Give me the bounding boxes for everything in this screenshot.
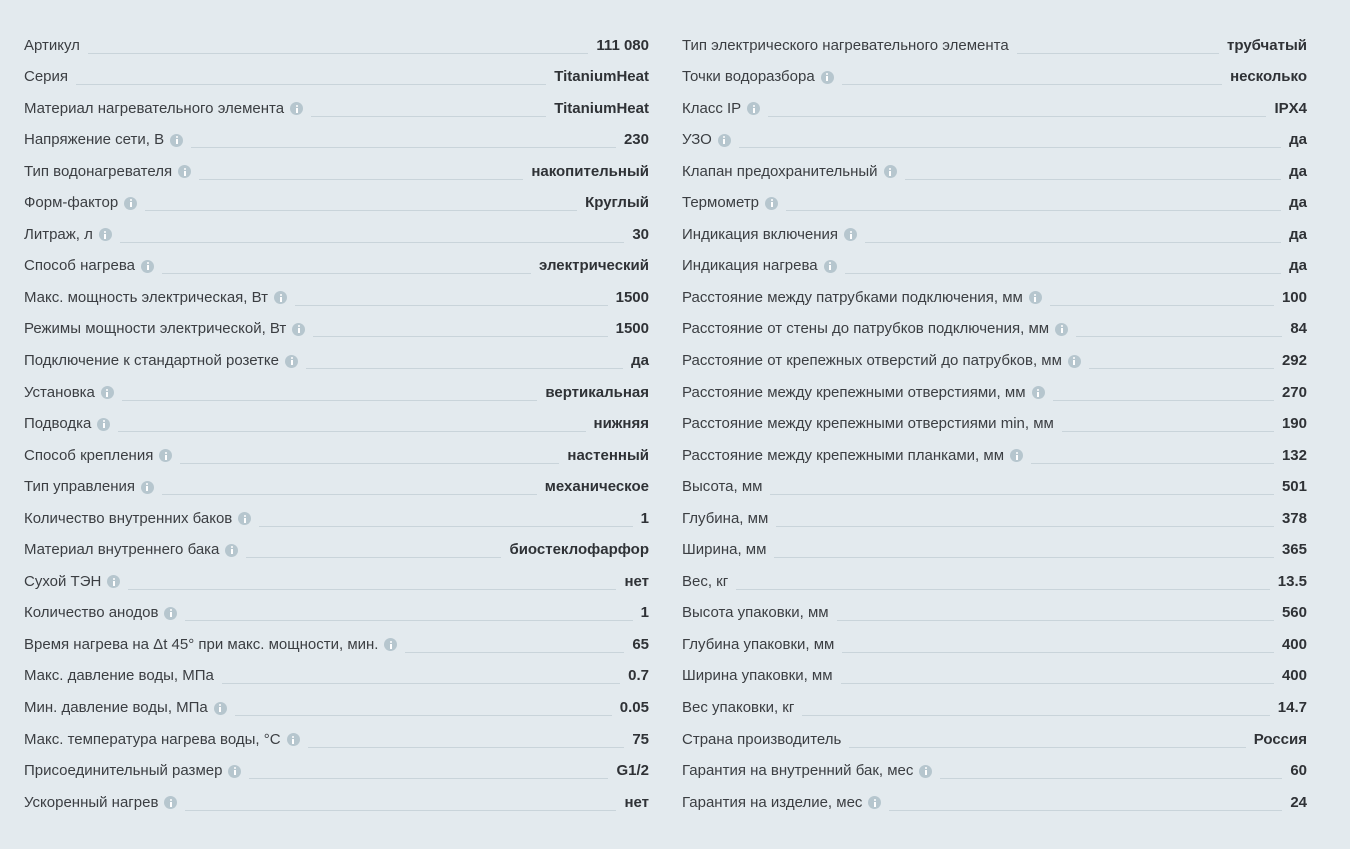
- spec-row: [24, 57, 649, 89]
- spec-label: [682, 541, 766, 561]
- info-icon[interactable]: [107, 575, 120, 588]
- spec-label: [682, 699, 794, 719]
- spec-value: 501: [1281, 478, 1307, 496]
- spec-value: биостеклофарфор: [509, 541, 649, 559]
- spec-value: 292: [1281, 352, 1307, 370]
- spec-row: [682, 624, 1307, 656]
- spec-row: [682, 751, 1307, 783]
- spec-label: [682, 68, 834, 88]
- spec-value: трубчатый: [1227, 36, 1307, 54]
- spec-label: [682, 37, 1009, 57]
- info-icon[interactable]: [844, 228, 857, 241]
- spec-value: 60: [1290, 762, 1307, 780]
- info-icon[interactable]: [225, 544, 238, 557]
- leader-line: [865, 242, 1281, 243]
- leader-line: [162, 273, 531, 274]
- spec-value: 100: [1281, 288, 1307, 306]
- info-icon[interactable]: [765, 197, 778, 210]
- spec-value: накопительный: [531, 162, 649, 180]
- spec-value: да: [631, 352, 649, 370]
- leader-line: [76, 84, 546, 85]
- spec-label-text: Артикул: [24, 36, 80, 54]
- spec-label: [24, 226, 112, 246]
- spec-label-text: Форм-фактор: [24, 194, 119, 212]
- spec-value: 84: [1290, 320, 1307, 338]
- spec-label: [682, 667, 833, 687]
- info-icon[interactable]: [159, 449, 172, 462]
- spec-label: [682, 447, 1023, 467]
- info-icon[interactable]: [292, 323, 305, 336]
- spec-label-text: Сухой ТЭН: [24, 572, 102, 590]
- leader-line: [145, 210, 577, 211]
- spec-label: [24, 667, 214, 687]
- spec-row: [682, 719, 1307, 751]
- leader-line: [774, 557, 1274, 558]
- spec-value: нижняя: [593, 415, 649, 433]
- spec-row: [24, 340, 649, 372]
- spec-row: [682, 593, 1307, 625]
- spec-value: да: [1289, 194, 1307, 212]
- spec-row: [682, 372, 1307, 404]
- spec-label-text: Мин. давление воды, МПа: [24, 699, 208, 717]
- spec-value: нет: [624, 793, 649, 811]
- info-icon[interactable]: [718, 134, 731, 147]
- spec-label: [24, 573, 120, 593]
- spec-value: 0.7: [628, 667, 649, 685]
- spec-row: [682, 309, 1307, 341]
- spec-value: Круглый: [585, 194, 649, 212]
- leader-line: [199, 179, 523, 180]
- spec-value: G1/2: [616, 762, 649, 780]
- spec-label-text: Термометр: [682, 194, 760, 212]
- info-icon[interactable]: [919, 765, 932, 778]
- spec-label-text: Материал внутреннего бака: [24, 541, 220, 559]
- spec-row: [24, 88, 649, 120]
- spec-label-text: Тип водонагревателя: [24, 162, 173, 180]
- spec-value: 190: [1281, 415, 1307, 433]
- spec-row: [24, 467, 649, 499]
- leader-line: [776, 526, 1274, 527]
- info-icon[interactable]: [99, 228, 112, 241]
- spec-row: [682, 782, 1307, 814]
- spec-row: [24, 404, 649, 436]
- spec-value: да: [1289, 257, 1307, 275]
- spec-row: [24, 719, 649, 751]
- specifications-table: [24, 25, 1307, 814]
- spec-label: [682, 731, 841, 751]
- spec-label: [24, 68, 68, 88]
- spec-value: 400: [1281, 635, 1307, 653]
- spec-label-text: Расстояние между патрубками подключения, мм: [682, 288, 1023, 306]
- info-icon[interactable]: [164, 607, 177, 620]
- spec-label-text: Высота упаковки, мм: [682, 604, 829, 622]
- spec-label-text: Режимы мощности электрической, Вт: [24, 320, 287, 338]
- spec-label-text: Расстояние от крепежных отверстий до патрубков, мм: [682, 352, 1062, 370]
- spec-value: 378: [1281, 509, 1307, 527]
- leader-line: [786, 210, 1281, 211]
- spec-row: [24, 498, 649, 530]
- leader-line: [940, 778, 1282, 779]
- info-icon[interactable]: [290, 102, 303, 115]
- spec-label-text: Высота, мм: [682, 478, 763, 496]
- spec-label: [682, 415, 1054, 435]
- spec-value: да: [1289, 131, 1307, 149]
- spec-label-text: Индикация нагрева: [682, 257, 818, 275]
- leader-line: [1053, 400, 1274, 401]
- spec-label-text: УЗО: [682, 131, 712, 149]
- spec-label: [24, 384, 114, 404]
- spec-row: [682, 57, 1307, 89]
- spec-label-text: Вес, кг: [682, 572, 729, 590]
- spec-label: [24, 415, 110, 435]
- spec-label: [682, 257, 837, 277]
- leader-line: [128, 589, 616, 590]
- spec-row: [24, 246, 649, 278]
- leader-line: [185, 810, 616, 811]
- specs-column-left: [24, 25, 649, 814]
- leader-line: [306, 368, 623, 369]
- spec-label-text: Ширина, мм: [682, 541, 767, 559]
- leader-line: [88, 53, 589, 54]
- leader-line: [249, 778, 608, 779]
- spec-row: [682, 561, 1307, 593]
- spec-label: [24, 320, 305, 340]
- spec-value: 365: [1281, 541, 1307, 559]
- leader-line: [768, 116, 1266, 117]
- info-icon[interactable]: [884, 165, 897, 178]
- spec-label-text: Количество анодов: [24, 604, 159, 622]
- leader-line: [837, 620, 1274, 621]
- info-icon[interactable]: [141, 481, 154, 494]
- leader-line: [845, 273, 1282, 274]
- spec-row: [24, 25, 649, 57]
- spec-row: [682, 530, 1307, 562]
- leader-line: [1089, 368, 1274, 369]
- spec-label: [682, 352, 1081, 372]
- spec-value: 270: [1281, 383, 1307, 401]
- spec-value: 560: [1281, 604, 1307, 622]
- spec-value: 13.5: [1277, 572, 1307, 590]
- info-icon[interactable]: [384, 638, 397, 651]
- spec-label-text: Время нагрева на Δt 45° при макс. мощности, мин.: [24, 635, 379, 653]
- spec-label-text: Способ нагрева: [24, 257, 135, 275]
- leader-line: [118, 431, 585, 432]
- spec-label: [24, 636, 397, 656]
- info-icon[interactable]: [1032, 386, 1045, 399]
- spec-label-text: Подключение к стандартной розетке: [24, 352, 279, 370]
- leader-line: [1031, 463, 1274, 464]
- spec-label: [682, 636, 834, 656]
- spec-label-text: Напряжение сети, В: [24, 131, 165, 149]
- spec-label-text: Расстояние между крепежными отверстиями, мм: [682, 383, 1026, 401]
- leader-line: [841, 683, 1274, 684]
- leader-line: [405, 652, 624, 653]
- leader-line: [259, 526, 632, 527]
- spec-label: [682, 194, 778, 214]
- spec-value: Россия: [1253, 730, 1307, 748]
- leader-line: [191, 147, 616, 148]
- info-icon[interactable]: [285, 355, 298, 368]
- spec-value: да: [1289, 225, 1307, 243]
- spec-row: [682, 656, 1307, 688]
- spec-label: [24, 604, 177, 624]
- spec-row: [24, 372, 649, 404]
- specs-column-right: [682, 25, 1307, 814]
- leader-line: [905, 179, 1282, 180]
- spec-value: да: [1289, 162, 1307, 180]
- info-icon[interactable]: [124, 197, 137, 210]
- info-icon[interactable]: [178, 165, 191, 178]
- spec-label-text: Расстояние от стены до патрубков подключения, мм: [682, 320, 1050, 338]
- spec-label: [24, 541, 238, 561]
- spec-label: [682, 794, 881, 814]
- spec-value: механическое: [544, 478, 649, 496]
- leader-line: [313, 336, 607, 337]
- spec-row: [24, 687, 649, 719]
- spec-row: [24, 435, 649, 467]
- info-icon[interactable]: [1055, 323, 1068, 336]
- spec-value: 1: [640, 509, 649, 527]
- spec-value: IPX4: [1274, 99, 1307, 117]
- spec-label: [682, 131, 731, 151]
- spec-label-text: Тип управления: [24, 478, 135, 496]
- spec-label-text: Расстояние между крепежными отверстиями min, мм: [682, 415, 1054, 433]
- spec-label-text: Материал нагревательного элемента: [24, 99, 285, 117]
- spec-label: [24, 794, 177, 814]
- spec-value: 65: [632, 635, 649, 653]
- spec-label: [682, 384, 1045, 404]
- spec-label: [24, 257, 154, 277]
- spec-row: [24, 151, 649, 183]
- spec-label: [682, 163, 897, 183]
- info-icon[interactable]: [747, 102, 760, 115]
- leader-line: [222, 683, 620, 684]
- spec-label-text: Клапан предохранительный: [682, 162, 878, 180]
- spec-label: [682, 320, 1068, 340]
- info-icon[interactable]: [1010, 449, 1023, 462]
- spec-row: [682, 246, 1307, 278]
- spec-label-text: Макс. мощность электрическая, Вт: [24, 288, 269, 306]
- spec-label-text: Страна производитель: [682, 730, 842, 748]
- info-icon[interactable]: [164, 796, 177, 809]
- spec-row: [682, 120, 1307, 152]
- leader-line: [842, 652, 1274, 653]
- spec-label: [24, 510, 251, 530]
- leader-line: [308, 747, 625, 748]
- leader-line: [185, 620, 632, 621]
- spec-value: 75: [632, 730, 649, 748]
- spec-label: [24, 37, 80, 57]
- spec-label: [682, 510, 768, 530]
- leader-line: [235, 715, 612, 716]
- spec-label-text: Вес упаковки, кг: [682, 699, 795, 717]
- spec-label-text: Точки водоразбора: [682, 68, 815, 86]
- info-icon[interactable]: [228, 765, 241, 778]
- spec-row: [682, 435, 1307, 467]
- spec-value: 1500: [615, 320, 649, 338]
- spec-row: [682, 467, 1307, 499]
- spec-value: 132: [1281, 446, 1307, 464]
- leader-line: [842, 84, 1222, 85]
- spec-label-text: Макс. температура нагрева воды, °C: [24, 730, 281, 748]
- leader-line: [1062, 431, 1274, 432]
- info-icon[interactable]: [141, 260, 154, 273]
- spec-label: [24, 163, 191, 183]
- spec-label-text: Установка: [24, 383, 95, 401]
- spec-row: [682, 498, 1307, 530]
- spec-row: [682, 214, 1307, 246]
- leader-line: [180, 463, 559, 464]
- info-icon[interactable]: [97, 418, 110, 431]
- spec-label: [24, 762, 241, 782]
- spec-label-text: Гарантия на внутренний бак, мес: [682, 762, 914, 780]
- info-icon[interactable]: [824, 260, 837, 273]
- spec-row: [24, 309, 649, 341]
- info-icon[interactable]: [821, 71, 834, 84]
- spec-label: [24, 352, 298, 372]
- spec-value: 400: [1281, 667, 1307, 685]
- leader-line: [889, 810, 1282, 811]
- leader-line: [295, 305, 608, 306]
- leader-line: [1076, 336, 1282, 337]
- spec-row: [24, 530, 649, 562]
- spec-row: [24, 656, 649, 688]
- spec-label: [682, 604, 829, 624]
- spec-label: [24, 731, 300, 751]
- spec-row: [24, 782, 649, 814]
- info-icon[interactable]: [214, 702, 227, 715]
- spec-value: несколько: [1230, 68, 1307, 86]
- spec-label: [682, 289, 1042, 309]
- spec-label-text: Глубина упаковки, мм: [682, 635, 835, 653]
- spec-label: [682, 100, 760, 120]
- spec-value: электрический: [539, 257, 649, 275]
- spec-value: 14.7: [1277, 699, 1307, 717]
- spec-label-text: Ускоренный нагрев: [24, 793, 159, 811]
- spec-label: [24, 478, 154, 498]
- spec-row: [682, 277, 1307, 309]
- spec-value: нет: [624, 572, 649, 590]
- spec-label: [682, 573, 728, 593]
- spec-label-text: Присоединительный размер: [24, 762, 223, 780]
- info-icon[interactable]: [287, 733, 300, 746]
- info-icon[interactable]: [868, 796, 881, 809]
- spec-row: [682, 340, 1307, 372]
- spec-label-text: Расстояние между крепежными планками, мм: [682, 446, 1005, 464]
- leader-line: [122, 400, 537, 401]
- leader-line: [739, 147, 1281, 148]
- spec-label: [682, 226, 857, 246]
- spec-label: [682, 762, 932, 782]
- spec-value: 230: [623, 131, 649, 149]
- spec-label-text: Индикация включения: [682, 225, 839, 243]
- leader-line: [736, 589, 1270, 590]
- spec-row: [24, 120, 649, 152]
- spec-row: [24, 277, 649, 309]
- leader-line: [120, 242, 624, 243]
- spec-value: вертикальная: [545, 383, 649, 401]
- spec-row: [24, 593, 649, 625]
- spec-label-text: Ширина упаковки, мм: [682, 667, 833, 685]
- spec-label-text: Глубина, мм: [682, 509, 769, 527]
- spec-label: [24, 131, 183, 151]
- leader-line: [162, 494, 537, 495]
- spec-row: [682, 404, 1307, 436]
- spec-label-text: Количество внутренних баков: [24, 509, 233, 527]
- spec-label: [24, 100, 303, 120]
- spec-value: TitaniumHeat: [554, 99, 649, 117]
- spec-label: [682, 478, 762, 498]
- spec-value: 30: [632, 225, 649, 243]
- info-icon[interactable]: [170, 134, 183, 147]
- info-icon[interactable]: [101, 386, 114, 399]
- leader-line: [849, 747, 1245, 748]
- info-icon[interactable]: [1029, 291, 1042, 304]
- spec-row: [682, 687, 1307, 719]
- spec-value: 0.05: [619, 699, 649, 717]
- spec-row: [24, 751, 649, 783]
- spec-row: [682, 183, 1307, 215]
- spec-value: 24: [1290, 793, 1307, 811]
- spec-label-text: Макс. давление воды, МПа: [24, 667, 214, 685]
- spec-row: [682, 25, 1307, 57]
- spec-row: [24, 561, 649, 593]
- spec-value: 1: [640, 604, 649, 622]
- spec-label-text: Способ крепления: [24, 446, 154, 464]
- spec-row: [24, 624, 649, 656]
- leader-line: [1017, 53, 1219, 54]
- info-icon[interactable]: [238, 512, 251, 525]
- spec-label-text: Тип электрического нагревательного элемента: [682, 36, 1009, 54]
- info-icon[interactable]: [274, 291, 287, 304]
- leader-line: [770, 494, 1273, 495]
- leader-line: [246, 557, 501, 558]
- leader-line: [1050, 305, 1274, 306]
- spec-row: [682, 88, 1307, 120]
- spec-value: TitaniumHeat: [554, 68, 649, 86]
- spec-label: [24, 699, 227, 719]
- spec-label: [24, 289, 287, 309]
- spec-label-text: Подводка: [24, 415, 92, 433]
- spec-row: [24, 214, 649, 246]
- spec-label: [24, 194, 137, 214]
- spec-value: 111 080: [596, 36, 649, 54]
- info-icon[interactable]: [1068, 355, 1081, 368]
- spec-value: настенный: [567, 446, 649, 464]
- spec-label-text: Гарантия на изделие, мес: [682, 793, 863, 811]
- leader-line: [802, 715, 1269, 716]
- leader-line: [311, 116, 546, 117]
- spec-row: [682, 151, 1307, 183]
- spec-label-text: Литраж, л: [24, 225, 93, 243]
- spec-value: 1500: [615, 288, 649, 306]
- spec-row: [24, 183, 649, 215]
- spec-label: [24, 447, 172, 467]
- spec-label-text: Класс IP: [682, 99, 742, 117]
- spec-label-text: Серия: [24, 68, 69, 86]
